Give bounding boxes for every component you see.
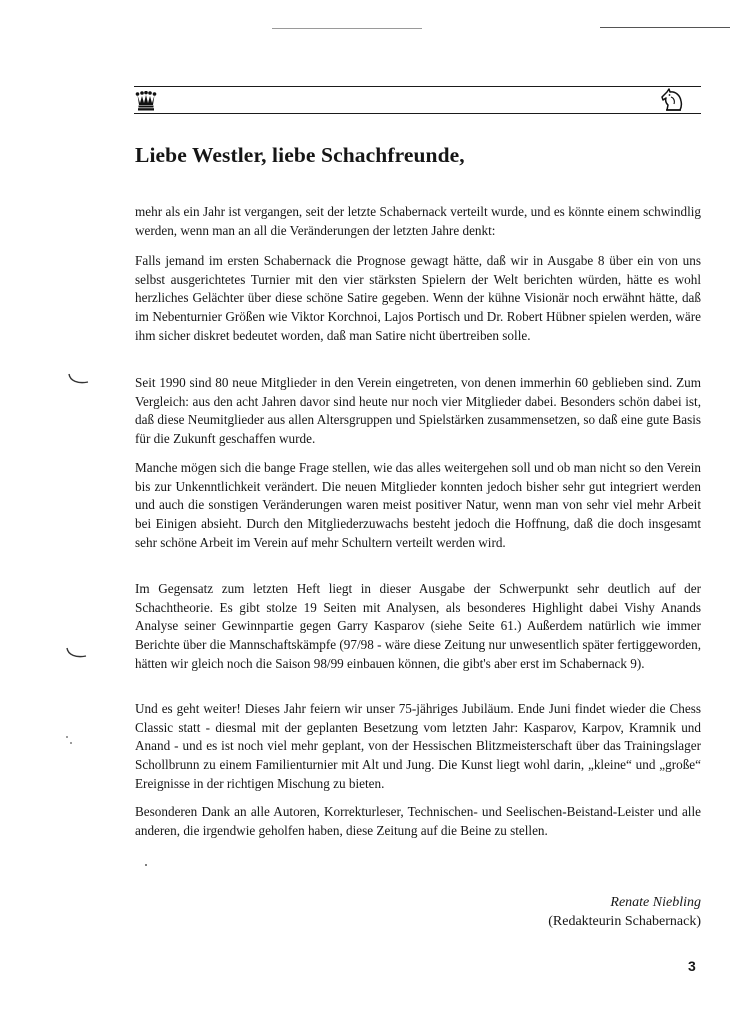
body-paragraph-5: Im Gegensatz zum letzten Heft liegt in dieser Ausgabe der Schwerpunkt sehr deutlich auf der Schachtheorie. Es gibt stolze 19 Seiten mit Analysen, als besonderes Highlight dabei Vishy Anands Analyse seiner Gewinnpartie gegen Garry Kasparov (siehe Seite 61.) Außerdem natürlich wie immer Berichte über die Mannschaftskämpfe (97/98 - wäre diese Zeitung nur unwesentlich später fertiggeworden, hätten wir gleich noch die Saison 98/99 einbauen können, die gibt's aber erst im Schabernack 9).	[135, 581, 701, 671]
letter-headline: Liebe Westler, liebe Schachfreunde,	[135, 143, 465, 167]
author-role: (Redakteurin Schabernack)	[548, 914, 701, 929]
header-bottom-rule	[134, 113, 701, 114]
chess-queen-icon	[135, 91, 157, 111]
header-top-rule	[134, 86, 701, 87]
scan-dust-mark	[143, 862, 149, 868]
binding-hole-mark	[64, 646, 90, 660]
body-paragraph-6: Und es geht weiter! Dieses Jahr feiern wir unser 75-jähriges Jubiläum. Ende Juni findet wieder die Chess Classic statt - diesmal mit der geplanten Besetzung vom letzten Jahr: Kasparov, Karpov, Kramnik und Anand - und es ist noch viel mehr geplant, von der Hessischen Blitzmeisterschaft über das Trainingslager Schollbrunn zu einem Familienturnier mit Alt und Jung. Die Kunst liegt wohl darin, „kleine“ und „große“ Ereignisse in der richtigen Mischung zu bieten.	[135, 701, 701, 791]
binding-hole-mark	[66, 372, 92, 386]
page-number: 3	[688, 958, 696, 974]
author-name: Renate Niebling	[610, 895, 701, 910]
scan-artifact-line	[272, 28, 422, 29]
chess-knight-icon	[660, 88, 686, 112]
body-paragraph-4: Manche mögen sich die bange Frage stellen, wie das alles weitergehen soll und ob man nicht so den Verein bis zur Unkenntlichkeit verändert. Die neuen Mitglieder konnten jedoch bisher sehr gut integriert werden und auch die sonstigen Veränderungen waren meist positiver Natur, wenn man von sehr viel mehr Arbeit bei Einigen absieht. Durch den Mitgliederzuwachs besteht jedoch die Hoffnung, daß die doch insgesamt sehr schöne Arbeit im Verein auf mehr Schultern verteilt werden wird.	[135, 460, 701, 550]
scan-artifact-line	[600, 27, 730, 28]
body-paragraph-7: Besonderen Dank an alle Autoren, Korrekturleser, Technischen- und Seelischen-Beistand-Leister und alle anderen, die irgendwie geholfen haben, diese Zeitung auf die Beine zu stellen.	[135, 804, 701, 838]
body-paragraph-3: Seit 1990 sind 80 neue Mitglieder in den Verein eingetreten, von denen immerhin 60 geblieben sind. Zum Vergleich: aus den acht Jahren davor sind heute nur noch vier Mitglieder dabei. Besonders schön dabei ist, daß diese Neumitglieder aus allen Altersgruppen und Spielstärken zusammensetzen, so daß eine gute Basis für die Zukunft geschaffen wurde.	[135, 375, 701, 447]
signature-block	[548, 893, 701, 931]
body-paragraph-2: Falls jemand im ersten Schabernack die Prognose gewagt hätte, daß wir in Ausgabe 8 über ein von uns selbst ausgerichtetes Turnier mit den vier stärksten Spielern der Welt berichten würden, hätte es wohl herzliches Gelächter über diese schöne Satire gegeben. Wenn der kühne Visionär noch erwähnt hätte, daß im Nebenturnier Größen wie Viktor Korchnoi, Lajos Portisch und Dr. Robert Hübner spielen werden, wäre ihm sicher diskret bedeutet worden, daß man Satire nicht übertreiben solle.	[135, 253, 701, 343]
body-paragraph-1: mehr als ein Jahr ist vergangen, seit der letzte Schabernack verteilt wurde, und es könnte einem schwindlig werden, wenn man an all die Veränderungen der letzten Jahre denkt:	[135, 204, 701, 238]
scan-dust-mark	[64, 734, 74, 746]
